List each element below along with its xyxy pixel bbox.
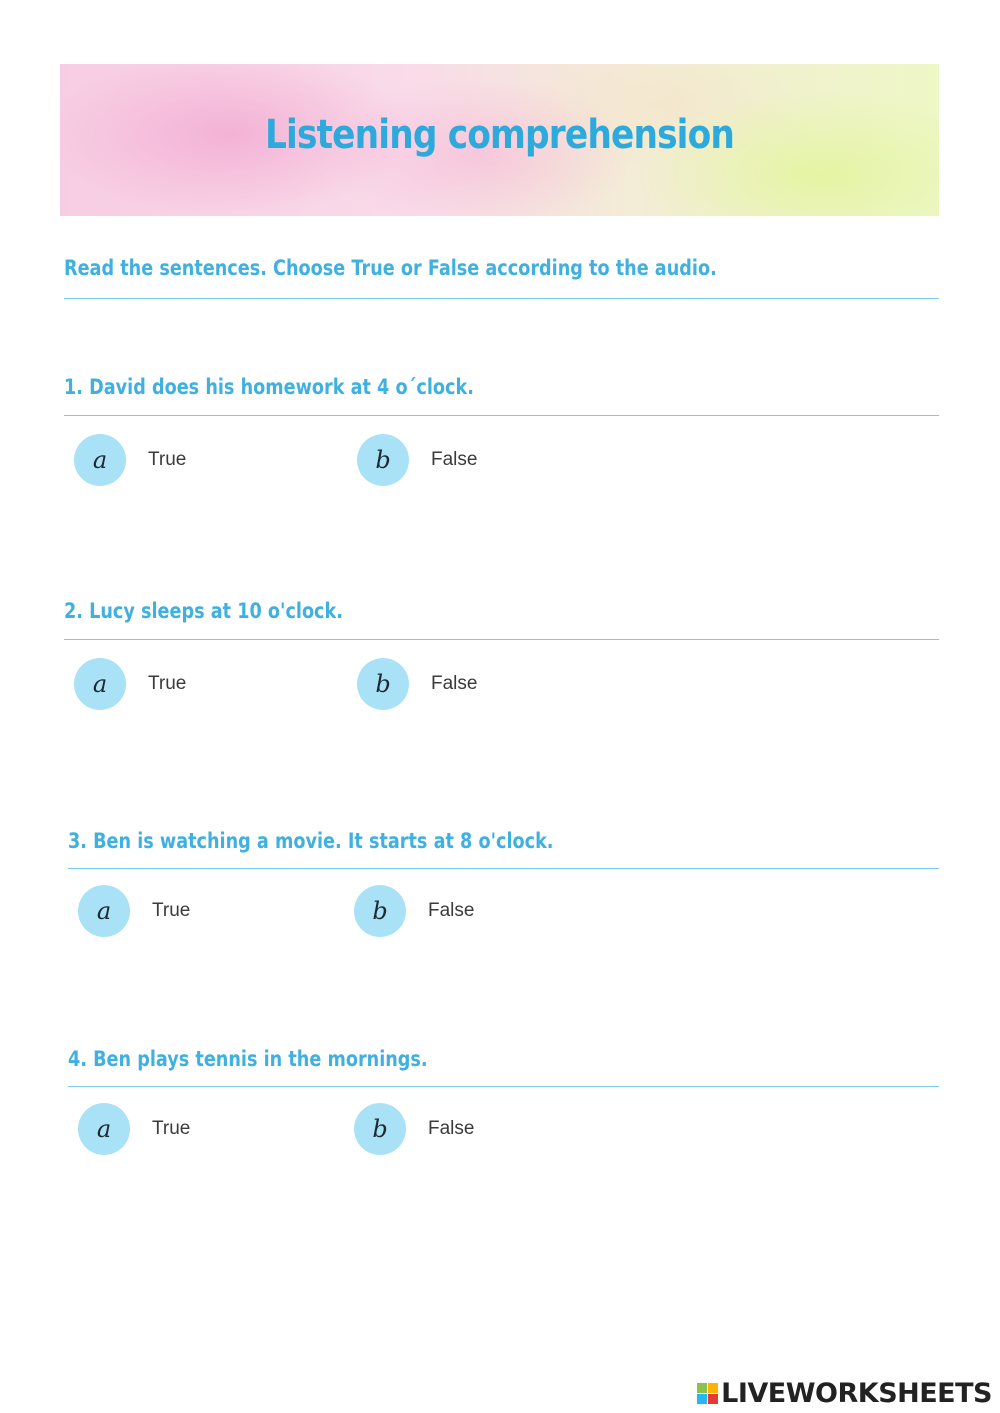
option-label[interactable]: False (431, 449, 478, 470)
option-label[interactable]: True (152, 1118, 191, 1139)
option-letter-bubble[interactable]: b (354, 885, 406, 937)
option-label[interactable]: True (152, 900, 191, 921)
option-letter-bubble[interactable]: b (357, 434, 409, 486)
question-4-text: 4. Ben plays tennis in the mornings. (68, 1047, 428, 1071)
liveworksheets-logo-icon (697, 1383, 718, 1404)
question-1-text: 1. David does his homework at 4 o´clock. (64, 375, 474, 399)
divider (68, 868, 939, 869)
question-2-option-b[interactable] (357, 658, 477, 710)
brand-footer (697, 1378, 992, 1409)
instruction-text: Read the sentences. Choose True or False according to the audio. (64, 256, 717, 280)
question-4-option-a[interactable] (78, 1103, 190, 1155)
title-banner (60, 64, 939, 216)
divider (64, 298, 939, 299)
page-title: Listening comprehension (264, 112, 735, 158)
brand-name: LIVEWORKSHEETS (721, 1378, 992, 1409)
option-label[interactable]: False (428, 1118, 475, 1139)
question-3-option-b[interactable] (354, 885, 474, 937)
option-label[interactable]: False (431, 673, 478, 694)
option-letter-bubble[interactable]: a (78, 1103, 130, 1155)
question-4-option-b[interactable] (354, 1103, 474, 1155)
question-3-text: 3. Ben is watching a movie. It starts at 8 o'clock. (68, 829, 554, 853)
option-letter-bubble[interactable]: a (74, 658, 126, 710)
question-2-text: 2. Lucy sleeps at 10 o'clock. (64, 599, 343, 623)
question-3-option-a[interactable] (78, 885, 190, 937)
option-label[interactable]: True (148, 449, 187, 470)
option-letter-bubble[interactable]: a (74, 434, 126, 486)
divider (64, 639, 939, 640)
option-letter-bubble[interactable]: b (357, 658, 409, 710)
option-letter-bubble[interactable]: b (354, 1103, 406, 1155)
option-label[interactable]: True (148, 673, 187, 694)
question-2-option-a[interactable] (74, 658, 186, 710)
question-1-option-a[interactable] (74, 434, 186, 486)
option-label[interactable]: False (428, 900, 475, 921)
option-letter-bubble[interactable]: a (78, 885, 130, 937)
divider (64, 415, 939, 416)
divider (68, 1086, 939, 1087)
question-1-option-b[interactable] (357, 434, 477, 486)
